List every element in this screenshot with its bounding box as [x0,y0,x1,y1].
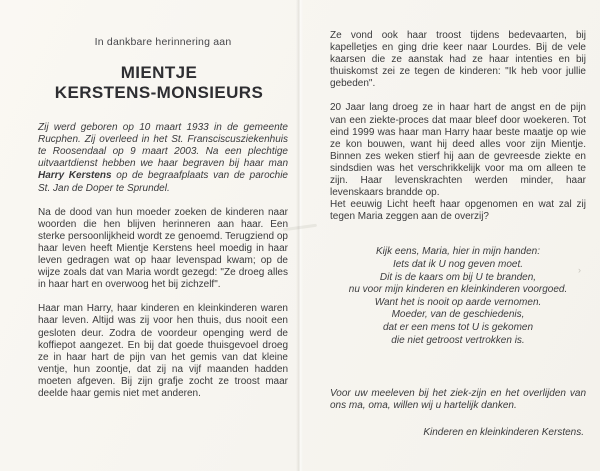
maria-poem [330,246,586,347]
deceased-name [38,63,280,103]
illness-paragraph: 20 Jaar lang droeg ze in haar hart de angst en de pijn van een ziekte-proces dat maar bleef door woekeren. Tot eind 1999 was haar man Harry haar beste maatje op wie ze kon bouwen, want hij deed alles voor zijn Mientje. Binnen zes weken stierf hij aan de gevreesde ziekte en sindsdien was het verschrikkelijk voor ma om alleen te zijn. Haar levenskrachten werden minder, haar levenskaars brandde op. [330,102,586,199]
deceased-first-name: MIENTJE [120,63,198,83]
poem-line: Want het is nooit op aarde vernomen. [374,296,542,308]
poem-line: Dit is de kaars om bij U te branden, [379,271,537,283]
deceased-last-name: KERSTENS-MONSIEURS [54,83,264,103]
poem-line: die niet getroost vertrokken is. [391,334,525,346]
memorial-card-right-page [330,0,586,451]
eternal-light-paragraph: Het eeuwig Licht heeft haar opgenomen en wat zal zij tegen Maria zeggen aan de overzij? [330,199,586,223]
dedication-line: In dankbare herinnering aan [94,36,232,48]
memory-paragraph: Na de dood van hun moeder zoeken de kinderen naar woorden die hen blijven herinneren aan haar. Een sterke persoonlijkheid wordt ze genoemd. Terugziend op haar leven heeft Mientje Kerstens heel moedig in haar leven gedragen wat op haar levenspad kwam; op de wijze zoals dat van Maria wordt gezegd: "Ze droeg alles in haar hart en overwoog het bij zichzelf". [38,206,288,291]
poem-line: Kijk eens, Maria, hier in mijn handen: [376,246,540,258]
poem-line: dat er een mens tot U is gekomen [382,321,534,333]
biography-text-pre: Zij werd geboren op 10 maart 1933 in de gemeente Rucphen. Zij overleed in het St. Fransciscusziekenhuis te Roosendaal op 9 maart 2003. Na een plechtige uitvaartdienst hebben we haar begraven bij haar man [38,122,288,170]
poem-line: nu voor mijn kinderen en kleinkinderen voorgoed. [348,284,568,296]
poem-line: Moeder, van de geschiedenis, [391,309,525,321]
husband-name: Harry Kerstens [38,170,112,182]
family-paragraph: Haar man Harry, haar kinderen en kleinkinderen waren haar leven. Altijd was zij voor hen thuis, dus nooit een gesloten deur. Zodra de voordeur openging werd de koffiepot aangezet. En bij dat goede thuisgevoel droeg ze in haar hart de pijn van het gemis van dat kleine ventje, hun zoontje, dat zij na vijf maanden hadden moeten afgeven. Bij zijn grafje zocht ze troost maar deelde haar gemis niet met anderen. [38,303,288,399]
biography-text-post: op de begraafplaats van de parochie St. Jan de Doper te Sprundel. [38,170,288,194]
pilgrimage-paragraph: Ze vond ook haar troost tijdens bedevaarten, bij kapelletjes en ging drie keer naar Lourdes. Bij de vele kaarsen die ze aanstak had ze haar intenties en bij thuiskomst zei ze tegen de kinderen: "Ik heb voor jullie gebeden". [330,30,586,90]
memorial-card-left-page [38,0,288,412]
signature-line: Kinderen en kleinkinderen Kerstens. [423,427,584,439]
center-fold [296,0,303,471]
thanks-paragraph: Voor uw meeleven bij het ziek-zijn en het overlijden van ons ma, oma, willen wij u hartelijk danken. [330,388,586,412]
biography-paragraph [38,122,288,195]
poem-line: Iets dat ik U nog geven moet. [392,259,524,270]
scan-artifact: › [578,265,581,275]
